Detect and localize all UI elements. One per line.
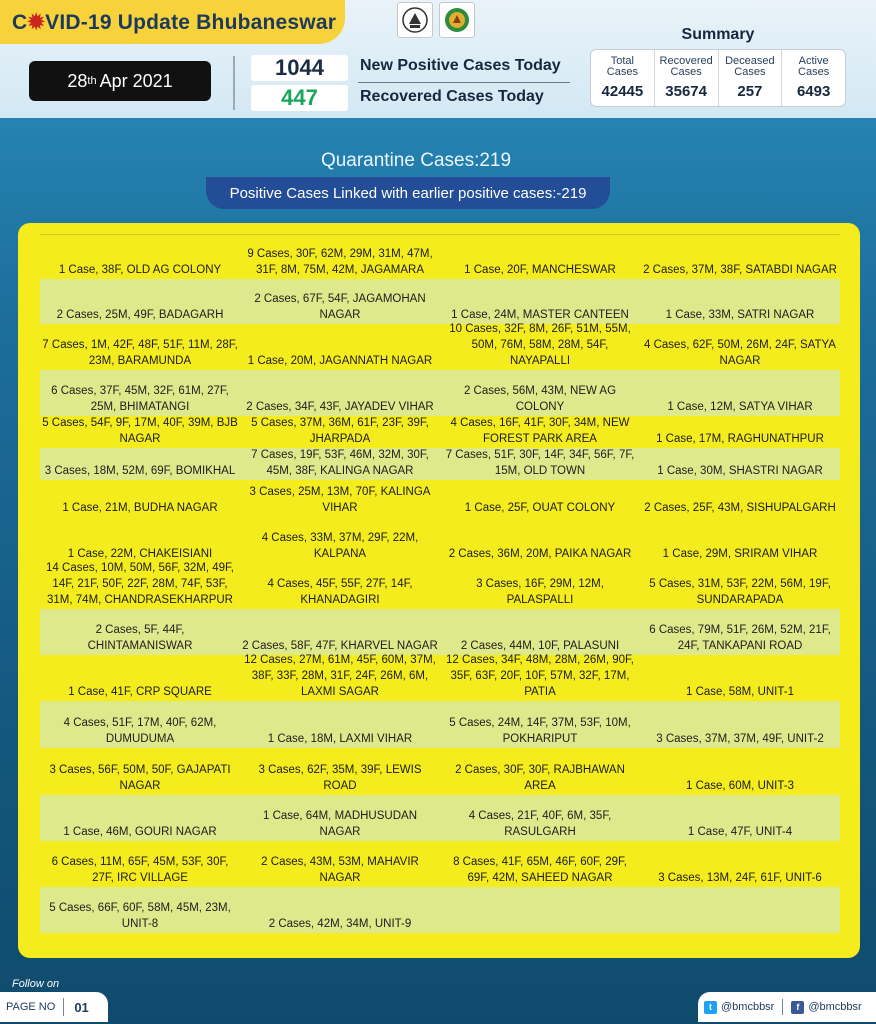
table-row xyxy=(40,279,840,324)
table-cell: 10 Cases, 32F, 8M, 26F, 51M, 55M, 50M, 76M, 58M, 28M, 54F, NAYAPALLI xyxy=(449,323,631,367)
table-cell: 12 Cases, 27M, 61M, 45F, 60M, 37M, 38F, 33F, 28M, 31F, 24F, 26M, 6M, LAXMI SAGAR xyxy=(244,654,436,698)
table-cell: 1 Case, 33M, SATRI NAGAR xyxy=(665,309,815,321)
page-number-box xyxy=(0,992,108,1022)
table-cell: 1 Case, 12M, SATYA VIHAR xyxy=(667,401,813,413)
table-cell: 1 Case, 64M, MADHUSUDAN NAGAR xyxy=(262,810,417,838)
table-row xyxy=(40,448,840,480)
title-tab xyxy=(0,0,345,44)
table-row xyxy=(40,370,840,416)
table-cell: 1 Case, 38F, OLD AG COLONY xyxy=(58,264,222,276)
table-cell: 3 Cases, 62F, 35M, 39F, LEWIS ROAD xyxy=(258,764,422,792)
bmc-logo-icon xyxy=(439,2,475,38)
table-cell: 7 Cases, 19F, 53F, 46M, 32M, 30F, 45M, 38F, KALINGA NAGAR xyxy=(251,449,429,477)
quarantine-banner: Positive Cases Linked with earlier positive cases:-219 xyxy=(206,177,610,209)
quarantine-title: Quarantine Cases:219 xyxy=(320,150,512,171)
table-cell: 2 Cases, 44M, 10F, PALASUNI xyxy=(460,640,620,652)
table-cell: 1 Case, 30M, SHASTRI NAGAR xyxy=(657,465,823,477)
table-cell: 1 Case, 20M, JAGANNATH NAGAR xyxy=(247,355,433,367)
table-cell: 6 Cases, 79M, 51F, 26M, 52M, 21F, 24F, TANKAPANI ROAD xyxy=(649,624,831,652)
facebook-icon[interactable]: f xyxy=(791,1001,804,1014)
table-cell: 1 Case, 18M, LAXMI VIHAR xyxy=(267,733,413,745)
table-cell: 4 Cases, 33M, 37M, 29F, 22M, KALPANA xyxy=(261,532,419,560)
table-cell: 2 Cases, 58F, 47F, KHARVEL NAGAR xyxy=(242,640,438,652)
summary-recovered xyxy=(655,50,719,106)
table-cell: 1 Case, 21M, BUDHA NAGAR xyxy=(62,502,218,514)
table-cell: 3 Cases, 16F, 29M, 12M, PALASPALLI xyxy=(476,578,604,606)
table-cell: 1 Case, 58M, UNIT-1 xyxy=(685,686,794,698)
follow-label: Follow on xyxy=(12,978,60,990)
table-cell: 1 Case, 46M, GOURI NAGAR xyxy=(63,826,217,838)
table-cell: 2 Cases, 37M, 38F, SATABDI NAGAR xyxy=(643,264,837,276)
table-cell: 7 Cases, 1M, 42F, 48F, 51F, 11M, 28F, 23M, BARAMUNDA xyxy=(42,339,238,367)
table-cell: 1 Case, 22M, CHAKEISIANI xyxy=(67,548,213,560)
table-cell: 1 Case, 24M, MASTER CANTEEN xyxy=(451,309,629,321)
summary-value: 6493 xyxy=(796,83,831,100)
table-cell: 14 Cases, 10M, 50M, 56F, 32M, 49F, 14F, 21F, 50F, 22F, 28M, 74F, 53F, 31M, 74M, CHANDRASEKHARPUR xyxy=(46,562,234,606)
table-cell: 1 Case, 47F, UNIT-4 xyxy=(687,826,793,838)
cases-table xyxy=(40,234,840,933)
summary-active xyxy=(782,50,845,106)
table-cell: 2 Cases, 30F, 30F, RAJBHAWAN AREA xyxy=(455,764,625,792)
header xyxy=(0,0,876,118)
summary-total xyxy=(591,50,655,106)
summary-label: Active Cases xyxy=(798,55,830,78)
divider xyxy=(63,998,64,1016)
table-cell: 6 Cases, 11M, 65F, 45M, 53F, 30F, 27F, IRC VILLAGE xyxy=(51,856,229,884)
table-cell: 2 Cases, 36M, 20M, PAIKA NAGAR xyxy=(448,548,632,560)
divider xyxy=(358,82,570,83)
table-row xyxy=(40,795,840,841)
table-cell: 4 Cases, 45F, 55F, 27F, 14F, KHANADAGIRI xyxy=(267,578,413,606)
table-row xyxy=(40,655,840,701)
table-cell: 2 Cases, 43M, 53M, MAHAVIR NAGAR xyxy=(261,856,419,884)
table-cell: 1 Case, 60M, UNIT-3 xyxy=(685,780,794,792)
table-cell: 5 Cases, 54F, 9F, 17M, 40F, 39M, BJB NAGAR xyxy=(42,417,238,445)
summary-box xyxy=(590,49,846,107)
summary-label: Deceased Cases xyxy=(725,55,775,78)
table-cell: 2 Cases, 42M, 34M, UNIT-9 xyxy=(268,918,412,930)
table-cell: 5 Cases, 24M, 14F, 37M, 53F, 10M, POKHARIPUT xyxy=(449,717,631,745)
table-cell: 2 Cases, 25M, 49F, BADAGARH xyxy=(56,309,224,321)
table-row xyxy=(40,480,840,517)
table-row xyxy=(40,701,840,748)
facebook-handle[interactable]: @bmcbbsr xyxy=(808,1001,862,1013)
table-cell: 1 Case, 20F, MANCHESWAR xyxy=(464,264,616,276)
table-cell: 4 Cases, 21F, 40F, 6M, 35F, RASULGARH xyxy=(468,810,612,838)
logos xyxy=(397,2,475,38)
summary-value: 257 xyxy=(737,83,763,100)
table-cell: 3 Cases, 18M, 52M, 69F, BOMIKHAL xyxy=(44,465,236,477)
divider xyxy=(782,999,783,1015)
table-cell: 8 Cases, 41F, 65M, 46F, 60F, 29F, 69F, 42M, SAHEED NAGAR xyxy=(453,856,627,884)
table-cell: 1 Case, 29M, SRIRAM VIHAR xyxy=(662,548,818,560)
table-row xyxy=(40,517,840,563)
table-cell: 4 Cases, 51F, 17M, 40F, 62M, DUMUDUMA xyxy=(63,717,217,745)
table-row xyxy=(40,609,840,655)
twitter-icon[interactable]: t xyxy=(704,1001,717,1014)
table-cell xyxy=(640,887,840,933)
summary-value: 35674 xyxy=(665,83,707,100)
social-links xyxy=(698,992,876,1022)
date-badge: 28 th Apr 2021 xyxy=(29,61,211,101)
recovered-count: 447 xyxy=(251,85,348,111)
table-cell: 3 Cases, 25M, 13M, 70F, KALINGA VIHAR xyxy=(249,486,431,514)
table-cell: 5 Cases, 31M, 53F, 22M, 56M, 19F, SUNDARAPADA xyxy=(649,578,831,606)
summary-label: Recovered Cases xyxy=(659,55,713,78)
twitter-handle[interactable]: @bmcbbsr xyxy=(721,1001,775,1013)
table-cell: 3 Cases, 56F, 50M, 50F, GAJAPATI NAGAR xyxy=(49,764,231,792)
table-cell: 9 Cases, 30F, 62M, 29M, 31M, 47M, 31F, 8M, 75M, 42M, JAGAMARA xyxy=(247,248,433,276)
summary-value: 42445 xyxy=(601,83,644,100)
table-cell: 4 Cases, 62F, 50M, 26M, 24F, SATYA NAGAR xyxy=(644,339,836,367)
table-cell: 12 Cases, 34F, 48M, 28M, 26M, 90F, 35F, 63F, 20F, 10F, 57M, 32F, 17M, PATIA xyxy=(446,654,634,698)
table-cell xyxy=(440,887,640,933)
footer xyxy=(0,975,876,1024)
divider xyxy=(233,56,235,110)
table-cell: 5 Cases, 37M, 36M, 61F, 23F, 39F, JHARPADA xyxy=(251,417,429,445)
table-cell: 1 Case, 41F, CRP SQUARE xyxy=(68,686,212,698)
summary-deceased xyxy=(719,50,783,106)
summary-title: Summary xyxy=(681,26,755,43)
page-label: PAGE NO xyxy=(6,1001,56,1013)
table-cell: 4 Cases, 16F, 41F, 30F, 34M, NEW FOREST PARK AREA xyxy=(450,417,630,445)
new-positive-count: 1044 xyxy=(251,55,348,81)
table-row xyxy=(40,235,840,279)
table-row xyxy=(40,748,840,795)
cases-panel xyxy=(18,223,860,958)
table-cell: 2 Cases, 34F, 43F, JAYADEV VIHAR xyxy=(246,401,434,413)
table-row xyxy=(40,887,840,933)
page-number: 01 xyxy=(74,999,89,1015)
table-row xyxy=(40,841,840,887)
table-row xyxy=(40,563,840,609)
table-cell: 2 Cases, 67F, 54F, JAGAMOHAN NAGAR xyxy=(254,293,426,321)
table-cell: 7 Cases, 51F, 30F, 14F, 34F, 56F, 7F, 15M, OLD TOWN xyxy=(445,449,635,477)
table-cell: 2 Cases, 25F, 43M, SISHUPALGARH xyxy=(644,502,836,514)
table-cell: 6 Cases, 37F, 45M, 32F, 61M, 27F, 25M, BHIMATANGI xyxy=(51,385,229,413)
table-cell: 1 Case, 25F, OUAT COLONY xyxy=(464,502,616,514)
new-positive-label: New Positive Cases Today xyxy=(360,57,561,74)
table-cell: 5 Cases, 66F, 60F, 58M, 45M, 23M, UNIT-8 xyxy=(49,902,231,930)
table-row xyxy=(40,324,840,370)
table-cell: 2 Cases, 56M, 43M, NEW AG COLONY xyxy=(463,385,617,413)
virus-icon: ✹ xyxy=(27,10,46,34)
table-cell: 3 Cases, 37M, 37M, 49F, UNIT-2 xyxy=(656,733,824,745)
recovered-label: Recovered Cases Today xyxy=(360,88,544,105)
table-cell: 3 Cases, 13M, 24F, 61F, UNIT-6 xyxy=(658,872,822,884)
odisha-emblem-icon xyxy=(397,2,433,38)
summary-label: Total Cases xyxy=(606,55,638,78)
table-cell: 2 Cases, 5F, 44F, CHINTAMANISWAR xyxy=(87,624,193,652)
page-title: C✹VID-19 Update Bhubaneswar xyxy=(12,10,337,34)
table-row xyxy=(40,416,840,448)
table-cell: 1 Case, 17M, RAGHUNATHPUR xyxy=(656,433,824,445)
